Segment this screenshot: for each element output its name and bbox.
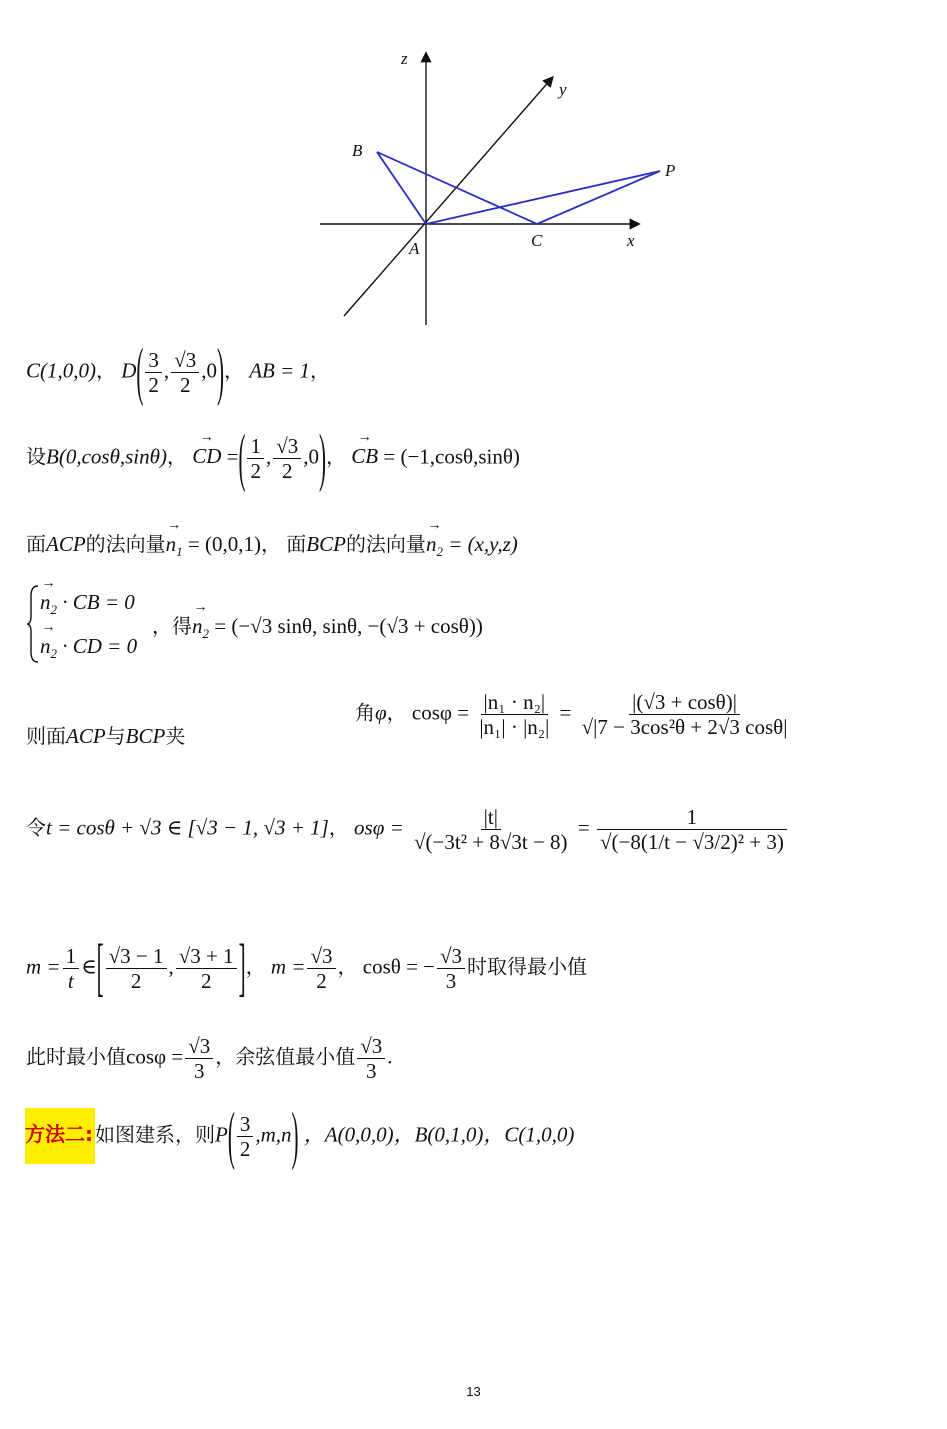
axis-label-x: x (627, 231, 635, 250)
point-label-P: P (665, 161, 676, 180)
page-number: 13 (466, 1384, 481, 1399)
fraction: $\frac{3}{2}$ (145, 348, 162, 397)
fraction: $\frac{√3}{2}$ (171, 348, 199, 397)
line-min-value: 此时最小值cosφ = $\frac{√3}{3}$ ，余弦值最小值 $\frac{√3}{3}$ . (26, 1034, 393, 1084)
sep: ， (96, 358, 116, 383)
system-eq-2: → $n_2$ · CD = 0 (40, 634, 137, 662)
line-m-range: m = $\frac{1}{t}$ ∈[ $\frac{√3 - 1}{2}$ , $\frac{√3 + 1}{2}$ ]， m = $\frac{√3}{2}$ ， cosθ = − $\frac{√3}{3}$ 时取得最小值 (26, 929, 588, 1005)
line-set-b: 设B(0,cosθ,sinθ)， → CD =( $\frac{1}{2}$ , $\frac{√3}{2}$ ,0)， → CB = (−1,cosθ,sinθ) (26, 434, 520, 483)
segment-AP (426, 171, 660, 224)
fraction: $\frac{\text{|n₁ · n₂|}}{\text{|n₁| · |n₂|}}$ (479, 690, 550, 740)
axis-label-z: z (401, 49, 408, 68)
line-normal-vectors: 面ACP的法向量→ $n_1 = (0,0,1)$， 面BCP的法向量→ $n_2 = (x,y,z)$ (26, 528, 518, 560)
point-b-coord: B(0,cosθ,sinθ) (46, 444, 167, 469)
line-solve-n2: ，得→ $n_2 = (-√3$ sinθ, sinθ, −(√3 + cosθ)) (152, 610, 483, 642)
line-coordinates-cd: C(1,0,0)， D( $\frac{3}{2}$ , $\frac{√3}{2}$ ,0)， AB = 1， (26, 333, 331, 409)
fraction: $\frac{|(√3 + \cos\theta)|}{\text{√|7 − 3cos²θ + 2√3 cosθ|}}$ (581, 690, 788, 740)
ab-length: AB = 1 (249, 358, 311, 383)
system-eq-1: → $n_2$ · CB = 0 (40, 590, 135, 618)
point-label-C: C (531, 231, 543, 250)
point-label-A: A (409, 239, 420, 258)
vector-cd: → CD (192, 444, 221, 469)
point-d-label: D (121, 358, 137, 383)
line-substitute-t: 令t = cosθ + √3 ∈ [√3 − 1, √3 + 1]， osφ = $\frac{|t|}{\text{√(−3t² + 8√3t − 8)}}$ = $\frac{1}{\text{√(−8(1/t − √3/2)² + 3)}}$ (26, 805, 789, 854)
y-axis (344, 78, 552, 316)
segment-CP (537, 171, 660, 224)
normal-vector-n2: → $n_2$ (426, 532, 443, 560)
coordinate-figure (300, 40, 720, 340)
normal-vector-n1: → $n_1$ (166, 532, 183, 560)
point-c-coord: C(1,0,0) (26, 358, 96, 383)
system-brace (26, 584, 40, 664)
vector-cb: → CB (351, 444, 378, 469)
line-angle-cos: 则面ACP与BCP夹 (26, 724, 186, 748)
axis-label-y: y (559, 80, 567, 99)
line-angle-cos-formula: 角φ， cosφ = $\frac{\text{|n₁ · n₂|}}{\text{|n₁| · |n₂|}}$ = $\frac{|(√3 + \cos\theta)|}{\text{√|7 − 3cos²θ + 2√3 cosθ|}}$ (355, 690, 792, 739)
method-two-label: 方法二: (25, 1108, 95, 1164)
point-label-B: B (352, 141, 363, 160)
line-method-two: 方法二: 如图建系，则P( $\frac{3}{2}$ ,m,n) ，A(0,0,0)，B(0,1,0)，C(1,0,0) (25, 1097, 575, 1173)
